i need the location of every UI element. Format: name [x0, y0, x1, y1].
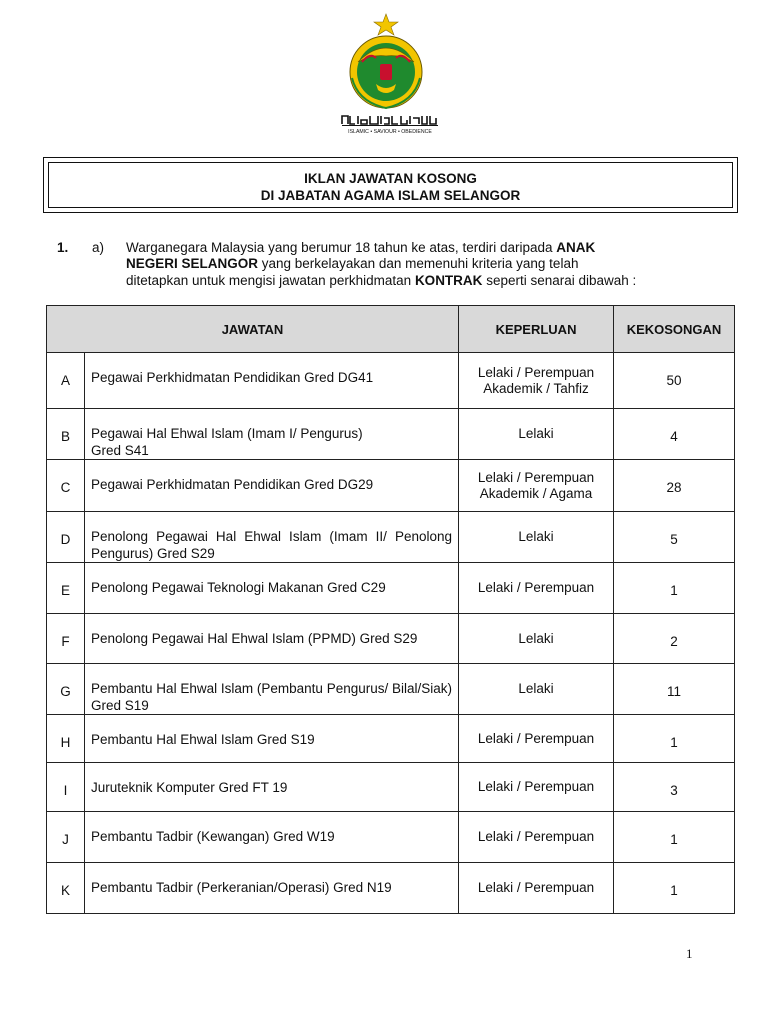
row-keperluan: Lelaki — [459, 409, 614, 460]
row-kekosongan: 28 — [614, 460, 735, 512]
row-kekosongan: 2 — [614, 614, 735, 664]
table-row — [47, 353, 735, 409]
table-row — [47, 664, 735, 715]
row-jawatan: Penolong Pegawai Teknologi Makanan Gred C29 — [85, 563, 459, 614]
header-keperluan: KEPERLUAN — [459, 306, 614, 353]
row-code: K — [47, 863, 85, 914]
intro-line-3: ditetapkan untuk mengisi jawatan perkhidmatan KONTRAK seperti senarai dibawah : — [126, 273, 637, 288]
row-code: J — [47, 812, 85, 863]
row-jawatan: Pegawai Perkhidmatan Pendidikan Gred DG29 — [85, 460, 459, 512]
table-row — [47, 863, 735, 914]
row-code: B — [47, 409, 85, 460]
emblem-logo — [336, 12, 444, 140]
section-number: 1. — [57, 240, 69, 255]
row-jawatan: Pembantu Hal Ehwal Islam (Pembantu Pengurus/ Bilal/Siak) Gred S19 — [85, 664, 459, 715]
row-code: H — [47, 715, 85, 763]
star-icon — [374, 14, 398, 35]
title-box — [43, 157, 738, 213]
row-code: D — [47, 512, 85, 563]
row-kekosongan: 1 — [614, 863, 735, 914]
row-keperluan: Lelaki / Perempuan — [459, 715, 614, 763]
table-row — [47, 715, 735, 763]
row-kekosongan: 5 — [614, 512, 735, 563]
row-code: C — [47, 460, 85, 512]
row-code: F — [47, 614, 85, 664]
row-code: G — [47, 664, 85, 715]
page-number: 1 — [686, 946, 693, 961]
row-jawatan: Pegawai Perkhidmatan Pendidikan Gred DG41 — [85, 353, 459, 409]
vacancy-table — [46, 305, 735, 914]
row-kekosongan: 1 — [614, 812, 735, 863]
row-jawatan: Penolong Pegawai Hal Ehwal Islam (PPMD) Gred S29 — [85, 614, 459, 664]
row-keperluan: Lelaki / Perempuan — [459, 563, 614, 614]
row-code: E — [47, 563, 85, 614]
row-keperluan: Lelaki / Perempuan Akademik / Tahfiz — [459, 353, 614, 409]
intro-line-2: NEGERI SELANGOR yang berkelayakan dan memenuhi kriteria yang telah — [126, 256, 579, 271]
row-jawatan: Pembantu Hal Ehwal Islam Gred S19 — [85, 715, 459, 763]
table-row — [47, 614, 735, 664]
title-line-1: IKLAN JAWATAN KOSONG — [304, 171, 477, 186]
row-jawatan: Pembantu Tadbir (Perkeranian/Operasi) Gred N19 — [85, 863, 459, 914]
row-jawatan: Penolong Pegawai Hal Ehwal Islam (Imam II/ Penolong Pengurus) Gred S29 — [85, 512, 459, 563]
table-row — [47, 563, 735, 614]
row-kekosongan: 11 — [614, 664, 735, 715]
row-kekosongan: 1 — [614, 715, 735, 763]
row-keperluan: Lelaki — [459, 664, 614, 715]
row-kekosongan: 1 — [614, 563, 735, 614]
intro-line-1: Warganegara Malaysia yang berumur 18 tahun ke atas, terdiri daripada ANAK — [126, 240, 596, 255]
row-keperluan: Lelaki / Perempuan — [459, 763, 614, 812]
row-jawatan: Pegawai Hal Ehwal Islam (Imam I/ Pengurus) Gred S41 — [85, 409, 459, 460]
table-row — [47, 460, 735, 512]
row-code: A — [47, 353, 85, 409]
title-line-2: DI JABATAN AGAMA ISLAM SELANGOR — [260, 188, 521, 203]
table-row — [47, 512, 735, 563]
row-code: I — [47, 763, 85, 812]
row-kekosongan: 4 — [614, 409, 735, 460]
row-jawatan: Juruteknik Komputer Gred FT 19 — [85, 763, 459, 812]
table-row — [47, 812, 735, 863]
row-keperluan: Lelaki / Perempuan Akademik / Agama — [459, 460, 614, 512]
header-jawatan: JAWATAN — [47, 306, 459, 353]
row-keperluan: Lelaki — [459, 512, 614, 563]
header-kekosongan: KEKOSONGAN — [614, 306, 735, 353]
row-jawatan: Pembantu Tadbir (Kewangan) Gred W19 — [85, 812, 459, 863]
subitem-label: a) — [92, 240, 105, 255]
row-kekosongan: 50 — [614, 353, 735, 409]
svg-text:ISLAMIC • SAVIOUR • OBEDIENCE: ISLAMIC • SAVIOUR • OBEDIENCE — [348, 129, 432, 135]
table-header-row — [47, 306, 735, 353]
row-keperluan: Lelaki — [459, 614, 614, 664]
table-row — [47, 763, 735, 812]
row-kekosongan: 3 — [614, 763, 735, 812]
row-keperluan: Lelaki / Perempuan — [459, 812, 614, 863]
row-keperluan: Lelaki / Perempuan — [459, 863, 614, 914]
table-row — [47, 409, 735, 460]
